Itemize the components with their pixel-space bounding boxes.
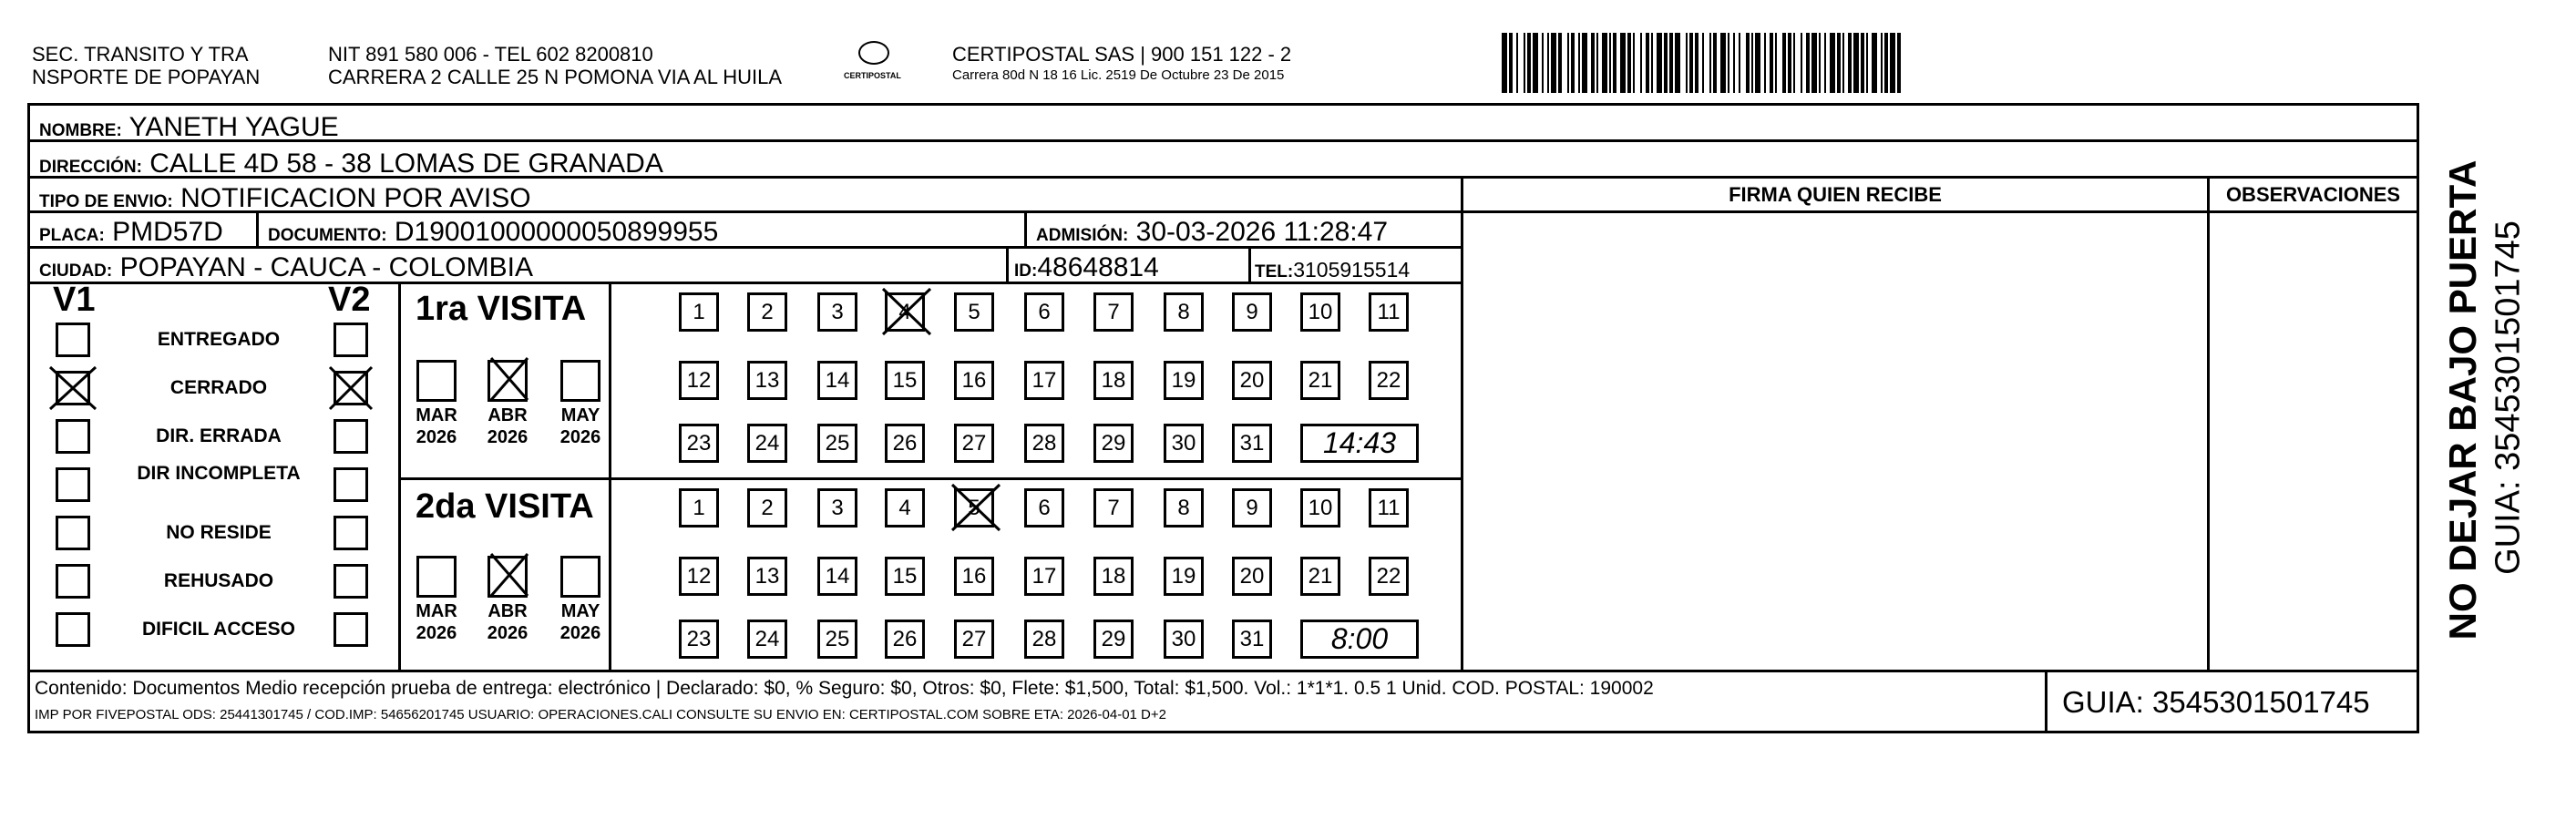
month-checkbox[interactable]: [416, 360, 457, 402]
visit1-title: 1ra VISITA: [416, 290, 587, 328]
month-checkbox[interactable]: [560, 360, 600, 402]
day-box[interactable]: 28: [1024, 424, 1064, 463]
day-box[interactable]: 23: [679, 620, 719, 659]
visit2-time: 8:00: [1300, 620, 1419, 659]
v1-label: V1: [53, 281, 96, 319]
day-box[interactable]: 14: [817, 557, 857, 596]
placa-cell: [27, 210, 259, 249]
id-label: ID:: [1014, 261, 1038, 281]
day-box[interactable]: 14: [817, 361, 857, 400]
v2-label: V2: [328, 281, 371, 319]
tel-value: 3105915514: [1293, 258, 1411, 282]
reason-label: DIR INCOMPLETA: [137, 463, 301, 484]
day-box[interactable]: 27: [954, 620, 994, 659]
month-checkbox[interactable]: [416, 556, 457, 598]
day-box[interactable]: 16: [954, 361, 994, 400]
side-warning: NO DEJAR BAJO PUERTA: [2441, 159, 2484, 640]
license-line: Carrera 80d N 18 16 Lic. 2519 De Octubre 23 De 2015: [952, 67, 1285, 83]
day-box[interactable]: 9: [1232, 488, 1272, 528]
company-info: [952, 43, 1291, 86]
v1-checkbox[interactable]: [56, 516, 90, 550]
barcode-icon: [1502, 33, 2240, 93]
v2-checkbox[interactable]: [334, 564, 368, 599]
admision-label: ADMISIÓN:: [1036, 226, 1129, 245]
day-box[interactable]: 25: [817, 424, 857, 463]
v2-checkbox[interactable]: [334, 516, 368, 550]
row-tipo-envio: [27, 176, 1463, 213]
row-nombre: [27, 103, 2419, 142]
tipo-label: TIPO DE ENVIO:: [39, 192, 173, 211]
admision-value: 30-03-2026 11:28:47: [1135, 217, 1389, 247]
day-box[interactable]: 12: [679, 361, 719, 400]
day-box[interactable]: 29: [1093, 620, 1134, 659]
certipostal-logo-icon: [858, 41, 889, 65]
day-box[interactable]: 30: [1164, 424, 1204, 463]
reason-label: DIFICIL ACCESO: [141, 619, 295, 640]
day-box[interactable]: 24: [747, 620, 787, 659]
id-cell: [1006, 246, 1251, 284]
reason-label: DIR. ERRADA: [156, 425, 282, 446]
v1-checkbox[interactable]: [56, 419, 90, 454]
firma-label: FIRMA QUIEN RECIBE: [1729, 183, 1942, 206]
v1-checkbox[interactable]: [56, 467, 90, 502]
placa-value: PMD57D: [112, 217, 223, 247]
documento-value: D19001000000050899955: [394, 217, 719, 247]
sender-line-1: SEC. TRANSITO Y TRA: [32, 43, 249, 66]
admision-cell: [1024, 210, 1463, 249]
month-checkbox[interactable]: [560, 556, 600, 598]
month-label: ABR 2026: [487, 405, 529, 447]
observaciones-header: [2207, 176, 2419, 213]
month-checkbox[interactable]: [487, 360, 528, 402]
day-box[interactable]: 5: [954, 488, 994, 528]
day-box[interactable]: 26: [885, 620, 925, 659]
day-box[interactable]: 22: [1369, 557, 1409, 596]
tel-label: TEL:: [1255, 262, 1294, 282]
direccion-label: DIRECCIÓN:: [39, 158, 142, 177]
nombre-value: YANETH YAGUE: [128, 112, 339, 142]
placa-label: PLACA:: [39, 226, 105, 245]
month-label: ABR 2026: [487, 601, 529, 643]
day-box[interactable]: 15: [885, 361, 925, 400]
tipo-value: NOTIFICACION POR AVISO: [180, 183, 531, 213]
day-box[interactable]: 19: [1164, 557, 1204, 596]
day-box[interactable]: 4: [885, 292, 925, 332]
firma-area[interactable]: [1461, 210, 2210, 672]
day-box[interactable]: 31: [1232, 424, 1272, 463]
v1-checkbox[interactable]: [56, 371, 90, 405]
sender-name: [32, 43, 260, 88]
reason-label: CERRADO: [169, 377, 268, 398]
firma-header: [1461, 176, 2210, 213]
day-box[interactable]: 7: [1093, 488, 1134, 528]
contenido-line: Contenido: Documentos Medio recepción prueba de entrega: electrónico | Declarado: $0, % Seguro: $0, Otros: $0, Flete: $1,500, Total: $1,500. Vol.: 1*1*1. 0.5 1 Unid. COD. POSTAL: 190002: [35, 678, 1654, 699]
day-box[interactable]: 29: [1093, 424, 1134, 463]
nombre-label: NOMBRE:: [39, 121, 122, 140]
side-text-anchor: [2441, 132, 2484, 640]
day-box[interactable]: 11: [1369, 488, 1409, 528]
day-box[interactable]: 30: [1164, 620, 1204, 659]
footer-guia-cell: [2045, 670, 2419, 733]
v1-checkbox[interactable]: [56, 564, 90, 599]
company-line: CERTIPOSTAL SAS | 900 151 122 - 2: [952, 43, 1292, 66]
day-box[interactable]: 20: [1232, 361, 1272, 400]
day-box[interactable]: 6: [1024, 488, 1064, 528]
day-box[interactable]: 31: [1232, 620, 1272, 659]
sender-line-2: NSPORTE DE POPAYAN: [32, 66, 261, 88]
day-box[interactable]: 8: [1164, 488, 1204, 528]
day-box[interactable]: 20: [1232, 557, 1272, 596]
month-label: MAR 2026: [416, 601, 457, 643]
logo-text: CERTIPOSTAL: [844, 71, 901, 80]
v1-checkbox[interactable]: [56, 612, 90, 647]
sender-contact: [328, 43, 782, 88]
day-box[interactable]: 21: [1300, 557, 1340, 596]
v2-checkbox[interactable]: [334, 371, 368, 405]
day-box[interactable]: 25: [817, 620, 857, 659]
ciudad-cell: [27, 246, 1009, 284]
v2-checkbox[interactable]: [334, 419, 368, 454]
documento-label: DOCUMENTO:: [268, 226, 387, 245]
month-label: MAY 2026: [559, 601, 601, 643]
reason-label: NO RESIDE: [166, 522, 272, 543]
day-box[interactable]: 5: [954, 292, 994, 332]
day-box[interactable]: 17: [1024, 361, 1064, 400]
day-box[interactable]: 10: [1300, 488, 1340, 528]
imp-line: IMP POR FIVEPOSTAL ODS: 25441301745 / COD.IMP: 54656201745 USUARIO: OPERACIONES.CALI CONSULTE SU ENVIO EN: CERTIPOSTAL.COM SOBRE ETA: 2026-04-01 D+2: [35, 707, 1166, 722]
day-box[interactable]: 8: [1164, 292, 1204, 332]
documento-cell: [256, 210, 1027, 249]
visit2-title: 2da VISITA: [416, 487, 594, 526]
day-box[interactable]: 4: [885, 488, 925, 528]
day-box[interactable]: 11: [1369, 292, 1409, 332]
footer-guia: GUIA: 3545301501745: [2062, 685, 2370, 719]
ciudad-value: POPAYAN - CAUCA - COLOMBIA: [119, 252, 533, 282]
ciudad-label: CIUDAD:: [39, 261, 113, 281]
day-box[interactable]: 7: [1093, 292, 1134, 332]
day-box[interactable]: 2: [747, 292, 787, 332]
month-label: MAY 2026: [559, 405, 601, 447]
day-box[interactable]: 15: [885, 557, 925, 596]
row-direccion: [27, 139, 2419, 179]
day-box[interactable]: 21: [1300, 361, 1340, 400]
day-box[interactable]: 28: [1024, 620, 1064, 659]
day-box[interactable]: 1: [679, 292, 719, 332]
month-label: MAR 2026: [416, 405, 457, 447]
side-guia-anchor: [2489, 132, 2528, 575]
day-box[interactable]: 19: [1164, 361, 1204, 400]
observaciones-area[interactable]: [2207, 210, 2419, 672]
day-box[interactable]: 3: [817, 292, 857, 332]
day-box[interactable]: 1: [679, 488, 719, 528]
observaciones-label: OBSERVACIONES: [2225, 183, 2401, 206]
address-line: CARRERA 2 CALLE 25 N POMONA VIA AL HUILA: [328, 66, 783, 88]
day-box[interactable]: 9: [1232, 292, 1272, 332]
day-box[interactable]: 23: [679, 424, 719, 463]
reason-label: REHUSADO: [163, 570, 274, 591]
day-box[interactable]: 10: [1300, 292, 1340, 332]
day-box[interactable]: 12: [679, 557, 719, 596]
day-box[interactable]: 26: [885, 424, 925, 463]
day-box[interactable]: 2: [747, 488, 787, 528]
day-box[interactable]: 6: [1024, 292, 1064, 332]
side-guia: GUIA: 3545301501745: [2489, 220, 2528, 575]
reason-label: ENTREGADO: [157, 329, 281, 350]
month-checkbox[interactable]: [487, 556, 528, 598]
day-box[interactable]: 27: [954, 424, 994, 463]
day-box[interactable]: 13: [747, 361, 787, 400]
v2-checkbox[interactable]: [334, 323, 368, 357]
v2-checkbox[interactable]: [334, 612, 368, 647]
day-box[interactable]: 24: [747, 424, 787, 463]
day-box[interactable]: 22: [1369, 361, 1409, 400]
tel-cell: [1248, 246, 1463, 284]
v2-checkbox[interactable]: [334, 467, 368, 502]
id-value: 48648814: [1037, 252, 1159, 282]
day-box[interactable]: 3: [817, 488, 857, 528]
day-box[interactable]: 18: [1093, 557, 1134, 596]
day-box[interactable]: 16: [954, 557, 994, 596]
visit1-time: 14:43: [1300, 424, 1419, 463]
nit-line: NIT 891 580 006 - TEL 602 8200810: [328, 43, 653, 66]
direccion-value: CALLE 4D 58 - 38 LOMAS DE GRANADA: [149, 149, 663, 179]
day-box[interactable]: 18: [1093, 361, 1134, 400]
v1-checkbox[interactable]: [56, 323, 90, 357]
day-box[interactable]: 17: [1024, 557, 1064, 596]
day-box[interactable]: 13: [747, 557, 787, 596]
